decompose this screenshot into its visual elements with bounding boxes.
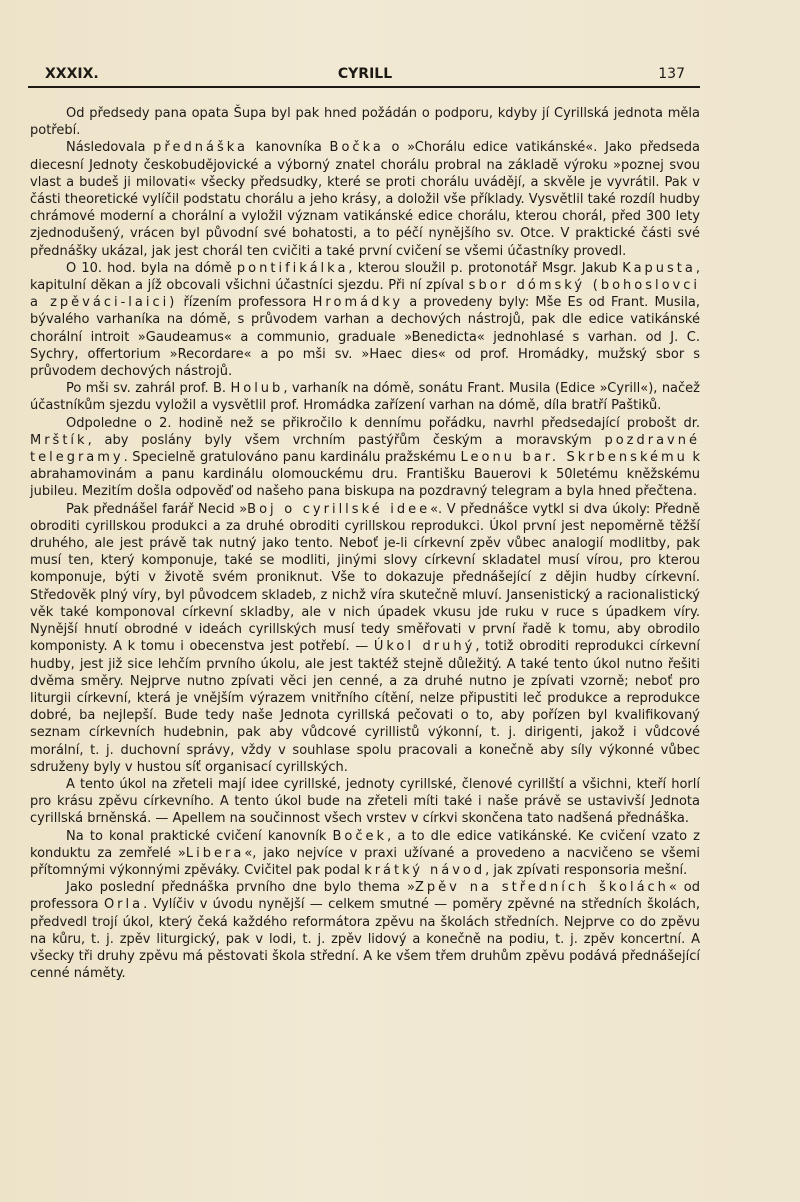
paragraph bbox=[30, 260, 700, 380]
spaced-emphasis: Zpěv na středních školách bbox=[414, 880, 669, 896]
text-run: «. V přednášce vytkl si dva úkoly: Předně obroditi cyrillskou produkci a za druhé obroditi cyrillskou reprodukci. Úkol první jest nepoměrně těžší druhého, ale jest právě tak nutný jako tento. Neboť je-li církevní zpěv vůbec analogií modlitby, pak musí ten, který komponuje, také se modliti, jinými slovy církevní skladatel musí vírou, pro kterou komponuje, býti v životě svém proniknut. Vše to dokazuje přednášející z dějin hudby církevní. Středověk plný víry, byl původcem skladeb, z nichž víra skutečně mluví. Jansenistický a racionalistický věk také komponoval církevní skladby, ale v nich úpadek vkusu jde ruku v ruce s úpadkem víry. Nynější hnutí obrodné v ideách cyrillských musí tedy směřovati v první řadě k tomu, aby obrodilo komponisty. A k tomu i obecenstva jest potřebí. — bbox=[30, 501, 700, 655]
spaced-emphasis: Bočka bbox=[329, 140, 384, 156]
text-run: , kapitulní děkan a jíž obcovali všichni účastníci sjezdu. Při ní zpíval bbox=[30, 260, 701, 294]
text-run: «, jako nejvíce v praxi užívané a provedeno a nacvičeno se všemi přítomnými výkonnými zpěváky. Cvičitel pak podal bbox=[30, 845, 700, 878]
text-run: , varhaník na dómě, sonátu Frant. Musila (Edice »Cyrill«), načež účastníkům sjezdu vyložil a vysvětlil prof. Hromádka zařízení varhan na dómě, díla bratří Paštiků. bbox=[30, 381, 700, 414]
text-run: Od předsedy pana opata Šupa byl pak hned požádán o podporu, kdyby jí Cyrillská jednota měla potřebí. bbox=[30, 106, 700, 139]
text-run: Odpoledne o 2. hodině než se přikročilo k dennímu pořádku, navrhl předsedající probošt dr. bbox=[66, 415, 700, 431]
header-rule bbox=[28, 86, 700, 88]
spaced-emphasis: Úkol druhý bbox=[373, 639, 476, 655]
volume-number: XXXIX. bbox=[45, 66, 99, 82]
text-run: , totiž obroditi reprodukci církevní hudby, jest již sice lehčím prvního úkolu, ale jest taktéž stejně důležitý. A také tento úkol nutno řešiti dvěma směry. Nejprve nutno zpívati věci jen cenné, a za druhé nutno je zpívati vzorně; neboť pro liturgii církevní, která je vnějším výrazem vnitřního cítění, nelze připustiti leč produkce a reprodukce dobré, ba nejlepší. Bude tedy naše Jednota cyrillská pečovati o to, aby pořízen byl kvalifikovaný seznam církevních hudebnin, pak aby vůdcové cyrillistů výkonní, t. j. dirigenti, jakož i vůdcové morální, t. j. duchovní správy, vždy v souhlase spolu pracovali a konečně aby síly výkonné vůbec sdruženy byly v hustou síť organisací cyrillských. bbox=[30, 639, 700, 775]
spaced-emphasis: Holub bbox=[230, 381, 284, 397]
text-run: O 10. hod. byla na dómě bbox=[66, 260, 237, 276]
text-run: Po mši sv. zahrál prof. B. bbox=[66, 381, 231, 397]
paragraph bbox=[30, 105, 700, 139]
spaced-emphasis: Orla bbox=[103, 897, 144, 913]
text-run: Následovala bbox=[66, 140, 154, 156]
spaced-emphasis: pontifikálka bbox=[236, 260, 349, 276]
text-run: o »Chorálu edice vatikánské«. Jako předseda diecesní Jednoty českobudějovické a výborný znatel chorálu probral na základě výroku »poznej svou vlast a budeš ji milovati« všecky předsudky, které se proti chorálu uvádějí, a skvěle je vyvrátil. Pak v části theoretické vylíčil podstatu chorálu a jeho krásy, a doložil vše příklady. Vysvětlil také rozdíl hudby chrámové moderní a chorální a vyložil význam vatikánské edice chorálu, kterou chorál, před 300 lety zjednodušený, vrácen byl původní své bohatosti, a to péčí nynějšího sv. Otce. V praktické části své přednášky ukázal, jak jest chorál ten cvičiti a také první cvičení se všemi účastníky provedl. bbox=[30, 140, 700, 259]
article-body bbox=[30, 105, 700, 982]
spaced-emphasis: Libera bbox=[185, 845, 245, 861]
text-run: , jak zpívati responsoria mešní. bbox=[485, 862, 688, 878]
text-run: . Specielně gratulováno panu kardinálu pražskému bbox=[123, 450, 461, 466]
spaced-emphasis: Boček bbox=[332, 828, 388, 844]
paragraph bbox=[30, 828, 700, 880]
text-run: Pak přednášel farář Necid » bbox=[66, 501, 248, 517]
spaced-emphasis: přednáška bbox=[153, 140, 248, 156]
paragraph bbox=[30, 879, 700, 982]
text-run: a provedeny byly: Mše Es od Frant. Musila, bývalého varhaníka na dómě, s průvodem varhan a dechových nástrojů, pak dle edice vatikánské chorální introit »Gaudeamus« a communio, graduale »Benedicta« jednohlasé s varhan. od J. C. Sychry, offertorium »Recordare« a po mši sv. »Haec dies« od prof. Hromádky, mužský sbor s průvodem dechových nástrojů. bbox=[30, 295, 700, 380]
text-run: , aby poslány byly všem vrchním pastýřům českým a moravským bbox=[87, 432, 605, 448]
text-run: , kterou sloužil p. protonotář Msgr. Jakub bbox=[348, 260, 623, 276]
spaced-emphasis: Mrštík bbox=[30, 432, 88, 448]
text-run: , a to dle edice vatikánské. Ke cvičení vzato z konduktu za zemřelé » bbox=[30, 828, 701, 861]
spaced-emphasis: Hromádky bbox=[312, 295, 404, 311]
text-run: Na to konal praktické cvičení kanovník bbox=[66, 828, 333, 844]
running-header bbox=[45, 66, 685, 84]
spaced-emphasis: sbor dómský (bohoslovci a zpěváci-laici) bbox=[30, 278, 701, 311]
text-run: . Vylíčiv v úvodu nynější — celkem smutné — poměry zpěvné na středních školách, předvedl trojí úkol, který čeká každého reformátora zpěvu na školách středních. Nejprve co do zpěvu na kůru, t. j. zpěv liturgický, pak v lodi, t. j. zpěv lidový a konečně na podiu, t. j. zpěv koncertní. A všecky tři druhy zpěvu má pěstovati škola střední. A ke všem třem druhům zpěvu podává přednášející cenné náměty. bbox=[30, 897, 700, 982]
text-run: řízením professora bbox=[177, 295, 313, 311]
text-run: Jako poslední přednáška prvního dne bylo thema » bbox=[66, 880, 415, 896]
text-run: A tento úkol na zřeteli mají idee cyrillské, jednoty cyrillské, členové cyrillští a všichni, kteří horlí pro krásu zpěvu církevního. A tento úkol bude na zřeteli míti také i naše právě se ustavivší Jednota cyrillská brněnská. — Apellem na součinnost všech vrstev v církvi skončena tato nadšená přednáška. bbox=[30, 776, 700, 827]
spaced-emphasis: krátký návod bbox=[364, 862, 486, 878]
text-run: « od professora bbox=[30, 880, 700, 913]
spaced-emphasis: Boj o cyrillské idee bbox=[247, 501, 431, 517]
journal-title: CYRILL bbox=[337, 66, 393, 82]
paragraph bbox=[30, 139, 700, 259]
spaced-emphasis: pozdravné telegramy bbox=[30, 432, 700, 466]
text-run: k abrahamovinám a panu kardinálu olomouckému dru. Františku Bauerovi k 50letému kněžskému jubileu. Mezitím došla odpověď od našeho pana biskupa na pozdravný telegram a byla hned přečtena. bbox=[30, 450, 700, 500]
spaced-emphasis: Kapusta bbox=[622, 260, 696, 276]
paragraph bbox=[30, 501, 700, 776]
spaced-emphasis: Leonu bar. Skrbenskému bbox=[460, 450, 688, 466]
paragraph bbox=[30, 776, 700, 828]
page-number: 137 bbox=[658, 66, 685, 82]
paragraph bbox=[30, 415, 700, 501]
text-run: kanovníka bbox=[247, 140, 330, 156]
paragraph bbox=[30, 380, 700, 414]
